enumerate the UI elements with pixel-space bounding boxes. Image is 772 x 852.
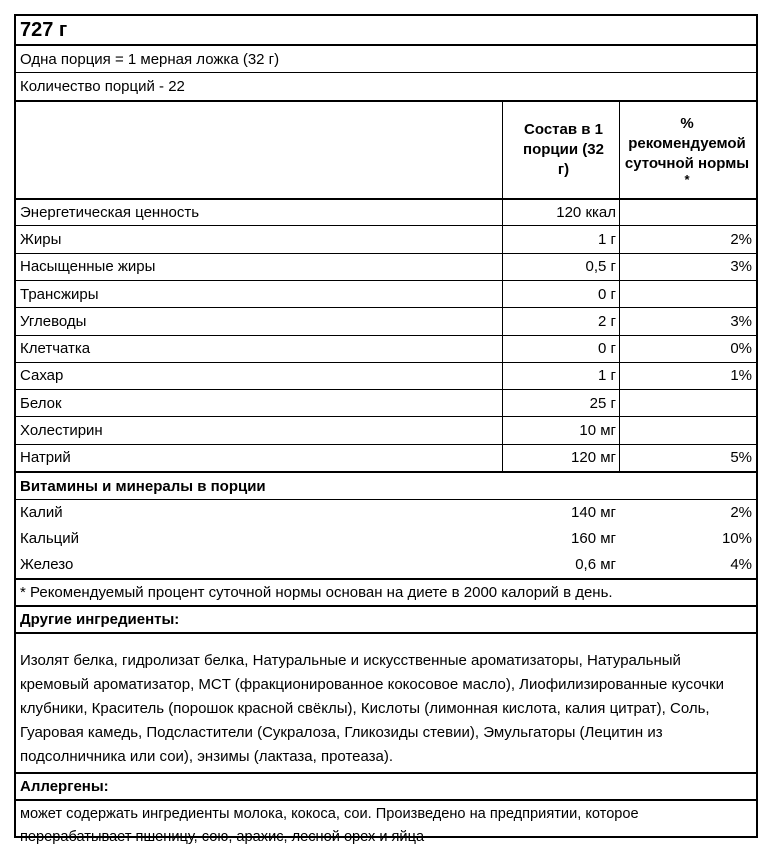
nutrient-amount: 120 мг [571,449,616,467]
allergens-heading-row [16,772,756,799]
nutrient-amount: 0 г [598,285,616,303]
vitamin-name: Калий [20,504,63,522]
nutrient-name: Натрий [20,449,71,467]
nutrient-amount: 0,5 г [585,258,616,276]
servings-count-row [16,72,756,100]
percent-header-line4: * [684,172,690,187]
vitamin-amount: 140 мг [571,504,616,522]
vitamin-percent: 2% [730,504,752,522]
vitamin-row [16,525,756,551]
nutrient-name: Клетчатка [20,340,91,358]
vitamin-amount: 160 мг [571,529,616,547]
nutrient-amount: 10 мг [579,422,616,440]
nutrient-amount: 0 г [598,340,616,358]
allergens-heading: Аллергены: [20,778,109,795]
nutrient-name: Сахар [20,367,64,385]
ingredients-heading: Другие ингредиенты: [20,611,180,628]
nutrient-percent: 5% [730,449,752,467]
ingredients-heading-row [16,605,756,632]
allergens-row [16,799,756,845]
percent-header-line1: % [680,115,694,132]
allergens-text: может содержать ингредиенты молока, кокоса, сои. Произведено на предприятии, которое перерабатывает пшеницу, сою, арахис, лесной орех и яйца [20,806,639,845]
vitamin-row [16,552,756,578]
nutrient-row [16,416,756,443]
nutrient-percent: 3% [730,312,752,330]
nutrient-row [16,198,756,225]
nutrient-amount: 1 г [598,367,616,385]
ingredients-text: Изолят белка, гидролизат белка, Натуральные и искусственные ароматизаторы, Натуральный кремовый ароматизатор, MCT (фракционированное кокосовое масло), Лиофилизированные кусочки клубники, Краситель (порошок красной свёклы), Кислоты (лимонная кислота, калия цитрат), Соль, Гуаровая камедь, Подсластители (Сукралоза, Гликозиды стевии), Эмульгаторы (Лецитин из подсолничника или сои), энзимы (лактаза, протеаза). [20,652,725,765]
percent-header-line3: суточной нормы [624,155,750,172]
nutrient-row [16,225,756,252]
vitamins-heading: Витамины и минералы в порции [20,477,266,495]
vitamin-amount: 0,6 мг [575,556,616,574]
servings-count-text: Количество порций - 22 [20,78,185,95]
amount-column-header: Состав в 1 порции (32 г) [523,121,604,178]
vitamin-percent: 4% [730,556,752,574]
table-header-row [16,100,756,198]
nutrient-name: Углеводы [20,312,87,330]
nutrient-percent: 1% [730,367,752,385]
nutrient-percent: 0% [730,340,752,358]
nutrient-amount: 1 г [598,230,616,248]
nutrient-name: Холестирин [20,422,103,440]
nutrient-name: Насыщенные жиры [20,258,156,276]
column-divider-left [502,100,503,471]
vitamin-percent: 10% [721,529,752,547]
nutrient-name: Жиры [20,230,62,248]
nutrient-name: Белок [20,394,62,412]
nutrient-row [16,307,756,334]
product-weight-title: 727 г [20,18,68,41]
nutrient-row [16,280,756,307]
footnote-text: * Рекомендуемый процент суточной нормы основан на диете в 2000 калорий в день. [20,584,613,601]
column-divider-right [619,100,620,471]
ingredients-row [16,632,756,772]
nutrient-name: Энергетическая ценность [20,204,200,222]
nutrient-row [16,444,756,471]
vitamin-name: Железо [20,556,74,574]
serving-size-text: Одна порция = 1 мерная ложка (32 г) [20,50,280,68]
title-row [16,16,756,44]
nutrient-amount: 2 г [598,312,616,330]
footnote-row [16,578,756,605]
vitamin-row [16,499,756,525]
vitamins-heading-row [16,471,756,499]
nutrient-row [16,389,756,416]
nutrient-row [16,362,756,389]
serving-size-row [16,44,756,72]
nutrient-amount: 120 ккал [556,204,616,222]
vitamin-name: Кальций [20,529,79,547]
nutrient-percent: 2% [730,230,752,248]
percent-header-line2: рекомендуемой [628,135,746,152]
nutrition-facts-panel [14,14,758,845]
nutrient-row [16,335,756,362]
nutrient-name: Трансжиры [20,285,99,303]
percent-column-header [618,102,756,198]
nutrient-amount: 25 г [589,394,616,412]
nutrient-row [16,253,756,280]
nutrient-percent: 3% [730,258,752,276]
